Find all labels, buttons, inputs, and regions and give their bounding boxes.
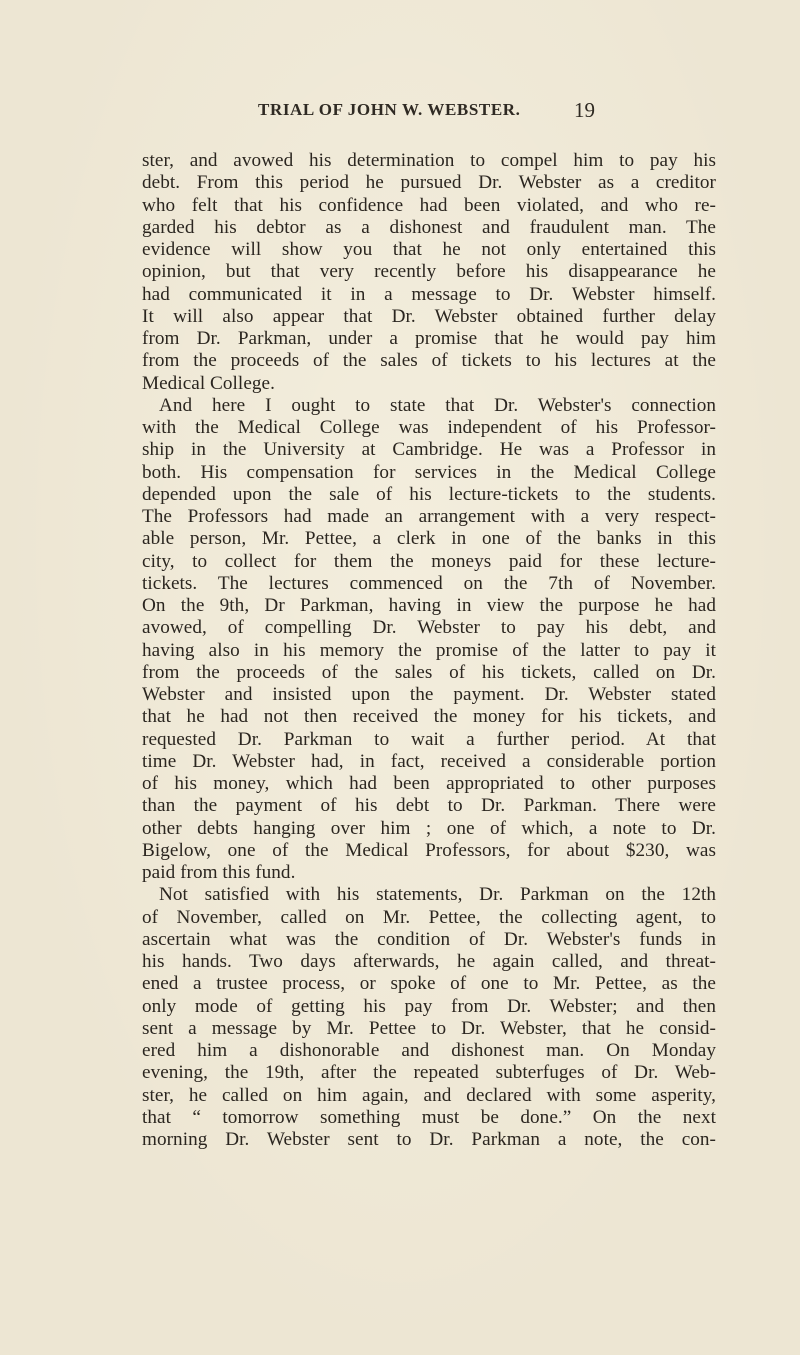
text-line: morning Dr. Webster sent to Dr. Parkman a note, the con- bbox=[142, 1129, 716, 1150]
text-line: ered him a dishonorable and dishonest man. On Monday bbox=[142, 1040, 716, 1061]
text-line: from the proceeds of the sales of his tickets, called on Dr. bbox=[142, 661, 716, 683]
page-number: 19 bbox=[574, 98, 595, 122]
text-line: other debts hanging over him ; one of which, a note to Dr. bbox=[142, 817, 716, 839]
text-line: garded his debtor as a dishonest and fraudulent man. The bbox=[142, 216, 716, 238]
text-line: And here I ought to state that Dr. Webster's connection bbox=[159, 394, 716, 416]
text-line: Webster and insisted upon the payment. Dr. Webster stated bbox=[142, 684, 716, 705]
text-line: of his money, which had been appropriated to other purposes bbox=[142, 773, 716, 794]
text-line: ster, he called on him again, and declared with some asperity, bbox=[142, 1084, 716, 1106]
text-line: evidence will show you that he not only entertained this bbox=[142, 239, 716, 260]
text-line: avowed, of compelling Dr. Webster to pay his debt, and bbox=[142, 617, 716, 639]
text-line: city, to collect for them the moneys paid for these lecture- bbox=[142, 550, 716, 572]
text-line: his hands. Two days afterwards, he again called, and threat- bbox=[142, 951, 716, 972]
text-line: sent a message by Mr. Pettee to Dr. Webster, that he consid- bbox=[142, 1017, 716, 1039]
text-line: that “ tomorrow something must be done.” On the next bbox=[142, 1106, 716, 1128]
text-line: depended upon the sale of his lecture-tickets to the students. bbox=[142, 483, 716, 505]
text-line: time Dr. Webster had, in fact, received a considerable portion bbox=[142, 750, 716, 772]
text-line: of November, called on Mr. Pettee, the collecting agent, to bbox=[142, 906, 716, 928]
text-line: requested Dr. Parkman to wait a further period. At that bbox=[142, 728, 716, 750]
text-line: Bigelow, one of the Medical Professors, for about $230, was bbox=[142, 839, 716, 861]
text-line: ened a trustee process, or spoke of one to Mr. Pettee, as the bbox=[142, 973, 716, 995]
text-line: ascertain what was the condition of Dr. Webster's funds in bbox=[142, 928, 716, 950]
text-line: Medical College. bbox=[142, 372, 275, 394]
text-line: had communicated it in a message to Dr. Webster himself. bbox=[142, 283, 716, 305]
text-line: from Dr. Parkman, under a promise that he would pay him bbox=[142, 328, 716, 349]
text-line: that he had not then received the money for his tickets, and bbox=[142, 706, 716, 728]
text-line: ship in the University at Cambridge. He was a Professor in bbox=[142, 439, 716, 461]
text-line: On the 9th, Dr Parkman, having in view the purpose he had bbox=[142, 595, 716, 616]
text-line: having also in his memory the promise of the latter to pay it bbox=[142, 639, 716, 661]
text-line: Not satisfied with his statements, Dr. Parkman on the 12th bbox=[159, 884, 716, 906]
text-line: It will also appear that Dr. Webster obtained further delay bbox=[142, 305, 716, 327]
text-line: than the payment of his debt to Dr. Parkman. There were bbox=[142, 795, 716, 817]
text-line: who felt that his confidence had been violated, and who re- bbox=[142, 194, 716, 216]
text-line: tickets. The lectures commenced on the 7th of November. bbox=[142, 572, 716, 594]
text-line: with the Medical College was independent of his Professor- bbox=[142, 417, 716, 438]
text-line: able person, Mr. Pettee, a clerk in one of the banks in this bbox=[142, 528, 716, 550]
text-line: paid from this fund. bbox=[142, 862, 296, 883]
text-line: both. His compensation for services in the Medical College bbox=[142, 461, 716, 483]
running-head-title: TRIAL OF JOHN W. WEBSTER. bbox=[258, 100, 521, 119]
text-line: debt. From this period he pursued Dr. Webster as a creditor bbox=[142, 172, 716, 194]
text-line: ster, and avowed his determination to compel him to pay his bbox=[142, 150, 716, 171]
text-line: only mode of getting his pay from Dr. Webster; and then bbox=[142, 995, 716, 1017]
text-line: The Professors had made an arrangement with a very respect- bbox=[142, 506, 716, 527]
text-line: from the proceeds of the sales of tickets to his lectures at the bbox=[142, 350, 716, 372]
text-line: opinion, but that very recently before his disappearance he bbox=[142, 261, 716, 283]
body-text bbox=[142, 150, 716, 1151]
text-line: evening, the 19th, after the repeated subterfuges of Dr. Web- bbox=[142, 1062, 716, 1084]
